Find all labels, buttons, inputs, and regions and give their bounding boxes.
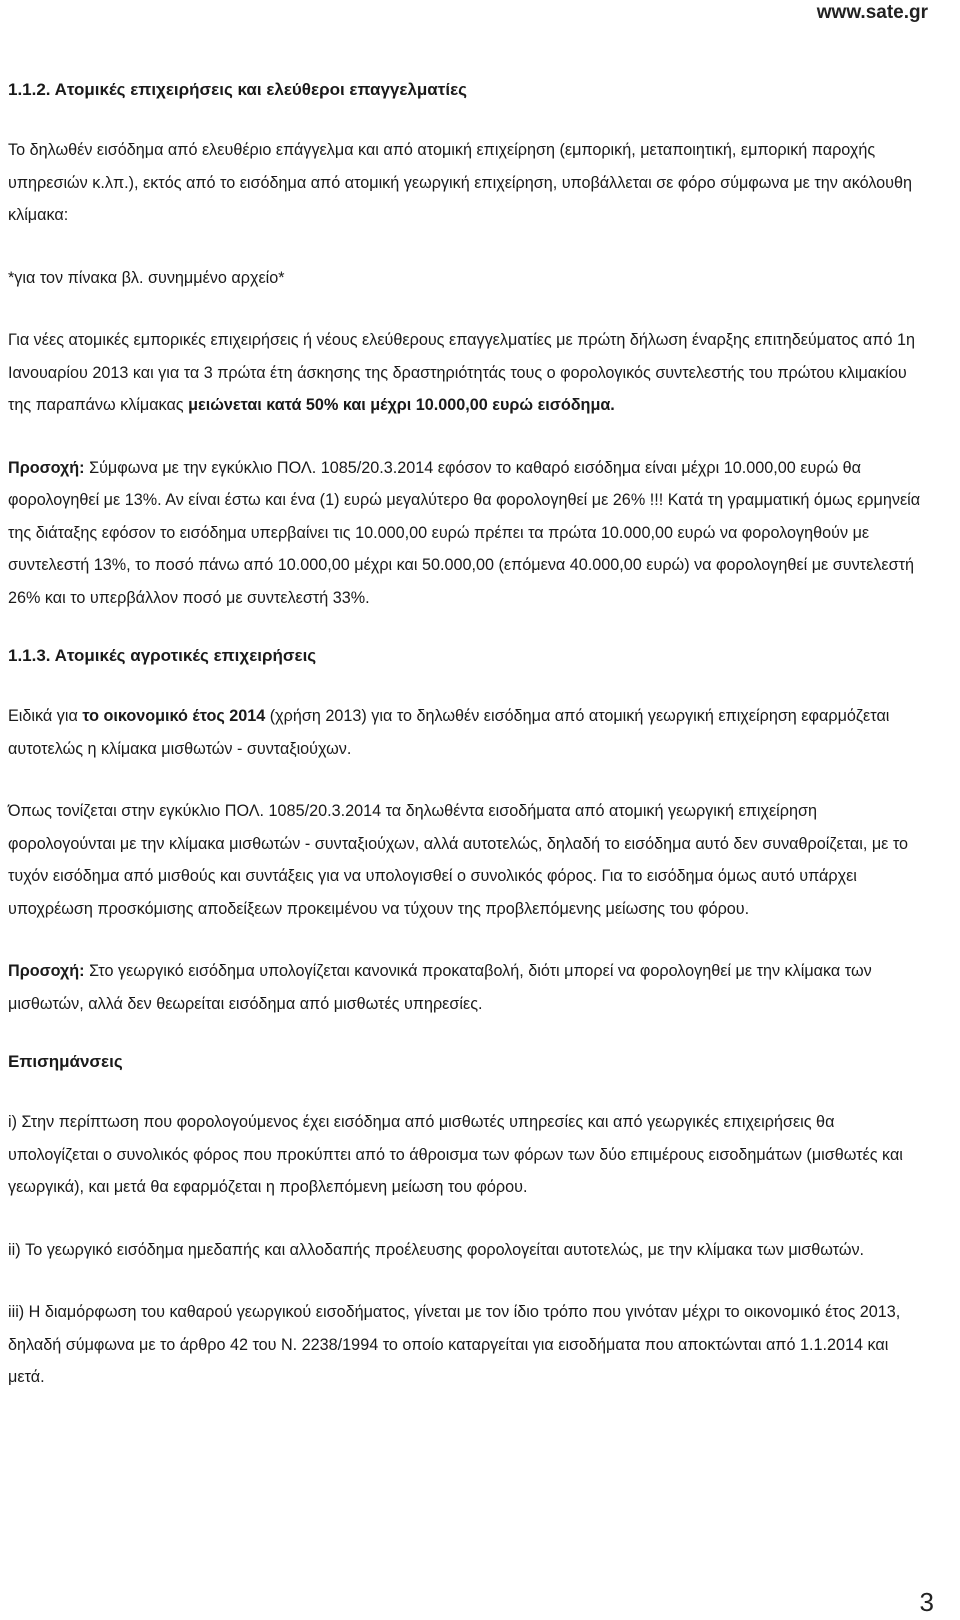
warning-label: Προσοχή: <box>8 458 85 477</box>
fiscal-year-emphasis: το οικονομικό έτος 2014 <box>82 707 266 725</box>
note-2: ii) Το γεωργικό εισόδημα ημεδαπής και αλλοδαπής προέλευσης φορολογείται αυτοτελώς, με την κλίμακα των μισθωτών. <box>8 1240 865 1259</box>
section-113-warning <box>8 955 923 1020</box>
section-113-heading: 1.1.3. Ατομικές αγροτικές επιχειρήσεις <box>8 646 317 665</box>
new-business-text: Για νέες ατομικές εμπορικές επιχειρήσεις ή νέους ελεύθερους επαγγελματίες με πρώτη δήλωση έναρξης επιτηδεύματος από 1η Ιανουαρίου 2013 και για τα 3 πρώτα έτη άσκησης της δραστηριότητάς τους ο φορολογικός συντελεστής του πρώτου κλιμακίου της παραπάνω κλίμακας <box>8 331 915 414</box>
note-3: iii) Η διαμόρφωση του καθαρού γεωργικού εισοδήματος, γίνεται με τον ίδιο τρόπο που γινόταν μέχρι το οικονομικό έτος 2013, δηλαδή σύμφωνα με το άρθρο 42 του Ν. 2238/1994 το οποίο καταργείται για εισοδήματα που αποκτώνται από 1.1.2014 και μετά. <box>8 1303 901 1386</box>
section-113-paragraph-2: Όπως τονίζεται στην εγκύκλιο ΠΟΛ. 1085/20.3.2014 τα δηλωθέντα εισοδήματα από ατομική γεωργική επιχείρηση φορολογούνται με την κλίμακα μισθωτών - συνταξιούχων, αλλά αυτοτελώς, δηλαδή το εισόδημα αυτό δεν συναθροίζεται, με το τυχόν εισόδημα από μισθούς και συντάξεις για να υπολογισθεί ο συνολικός φόρος. Για το εισόδημα όμως αυτό υπάρχει υποχρέωση προσκόμισης αποδείξεων προκειμένου να τύχουν της προβλεπόμενης μείωσης του φόρου. <box>8 802 909 918</box>
warning-label: Προσοχή: <box>8 962 85 980</box>
site-url: www.sate.gr <box>816 2 928 23</box>
document-body <box>8 78 923 1424</box>
table-reference-note: *για τον πίνακα βλ. συνημμένο αρχείο* <box>8 268 285 287</box>
section-113-paragraph-1 <box>8 700 923 765</box>
reduction-emphasis: μειώνεται κατά 50% και μέχρι 10.000,00 ευρώ εισόδημα. <box>188 396 615 414</box>
fiscal-year-pre: Ειδικά για <box>8 707 83 725</box>
section-112-warning <box>8 452 923 615</box>
notes-heading: Επισημάνσεις <box>8 1052 123 1071</box>
note-1: i) Στην περίπτωση που φορολογούμενος έχει εισόδημα από μισθωτές υπηρεσίες και από γεωργικές επιχειρήσεις θα υπολογίζεται ο συνολικός φόρος που προκύπτει από το άθροισμα των φόρων των δύο επιμέρους εισοδημάτων (μισθωτές και γεωργικά), και μετά θα εφαρμόζεται η προβλεπόμενη μείωση του φόρου. <box>8 1113 903 1196</box>
fiscal-year-post: (χρήση 2013) για το δηλωθέν εισόδημα από ατομική γεωργική επιχείρηση εφαρμόζεται αυτοτελώς η κλίμακα μισθωτών - συνταξιούχων. <box>8 707 890 758</box>
page-number: 3 <box>919 1587 934 1617</box>
section-112-heading: 1.1.2. Ατομικές επιχειρήσεις και ελεύθεροι επαγγελματίες <box>8 80 467 99</box>
warning-text: Σύμφωνα με την εγκύκλιο ΠΟΛ. 1085/20.3.2014 εφόσον το καθαρό εισόδημα είναι μέχρι 10.000,00 ευρώ θα φορολογηθεί με 13%. Αν είναι έστω και ένα (1) ευρώ μεγαλύτερο θα φορολογηθεί με 26% !!! Κατά τη γραμματική όμως ερμηνεία της διάταξης εφόσον το εισόδημα υπερβαίνει τις 10.000,00 ευρώ πρέπει τα πρώτα 10.000,00 ευρώ να φορολογηθούν με συντελεστή 13%, το ποσό πάνω από 10.000,00 μέχρι και 50.000,00 (επόμενα 40.000,00 ευρώ) να φορολογηθεί με συντελεστή 26% και το υπερβάλλον ποσό με συντελεστή 33%. <box>8 458 921 607</box>
section-112-paragraph-3 <box>8 324 923 422</box>
section-112-paragraph-1: Το δηλωθέν εισόδημα από ελευθέριο επάγγελμα και από ατομική επιχείρηση (εμπορική, μεταποιητική, εμπορική παροχής υπηρεσιών κ.λπ.), εκτός από το εισόδημα από ατομική γεωργική επιχείρηση, υποβάλλεται σε φόρο σύμφωνα με την ακόλουθη κλίμακα: <box>8 141 913 224</box>
warning-text: Στο γεωργικό εισόδημα υπολογίζεται κανονικά προκαταβολή, διότι μπορεί να φορολογηθεί με την κλίμακα των μισθωτών, αλλά δεν θεωρείται εισόδημα από μισθωτές υπηρεσίες. <box>8 962 872 1013</box>
